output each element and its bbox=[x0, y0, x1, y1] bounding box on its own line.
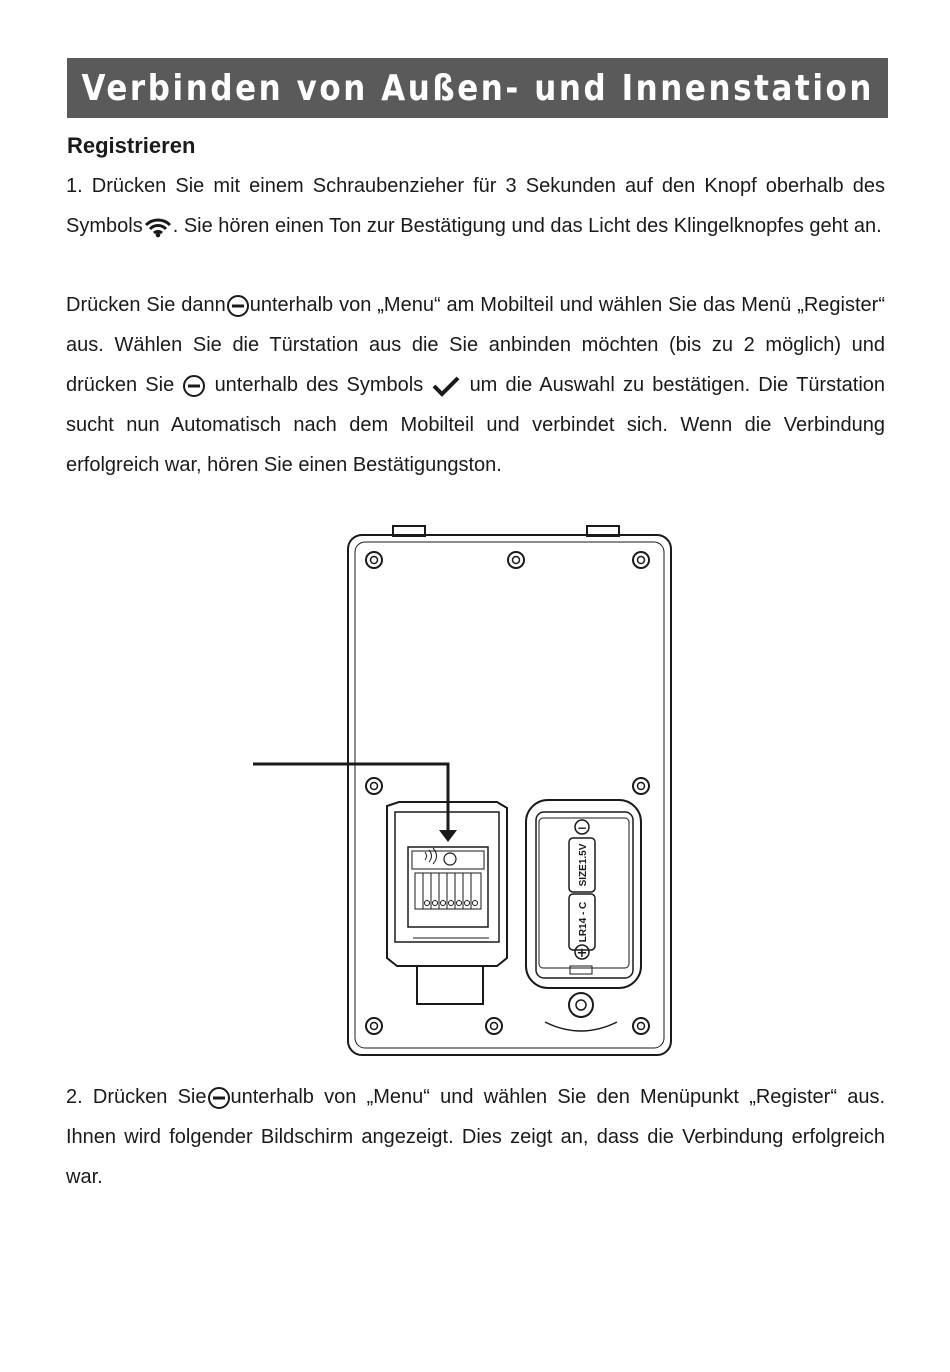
battery-plus-symbol: + bbox=[576, 946, 588, 961]
paragraph-text: Drücken Sie dann bbox=[66, 294, 226, 316]
paragraph-text: . Sie hören einen Ton zur Bestätigung und das Licht des Klingelknopfes geht an. bbox=[172, 215, 882, 237]
paragraph-step-1-continued bbox=[66, 285, 885, 485]
paragraph-text: um die Auswahl zu bestätigen. Die Türstation sucht nun Automatisch nach dem Mobilteil und verbindet sich. Wenn die Verbindung erfolgreich war, hören Sie einen Bestätigungston. bbox=[66, 374, 886, 476]
minus-circle-icon bbox=[207, 1086, 231, 1110]
minus-circle-icon bbox=[226, 294, 250, 318]
section-heading: Registrieren bbox=[67, 133, 196, 158]
paragraph-step-2 bbox=[66, 1077, 885, 1197]
page-title: Verbinden von Außen- und Innenstation bbox=[81, 67, 874, 109]
paragraph-text: 2. Drücken Sie bbox=[66, 1086, 207, 1108]
paragraph-step-1 bbox=[66, 166, 885, 246]
minus-circle-icon bbox=[182, 374, 206, 398]
battery-label-type: LR14 - C bbox=[578, 901, 589, 943]
paragraph-text: unterhalb von „Menu“ und wählen Sie den Menüpunkt „Register“ aus. Ihnen wird folgender Bildschirm angezeigt. Dies zeigt an, dass die Verbindung erfolgreich war. bbox=[66, 1086, 886, 1188]
battery-minus-symbol: − bbox=[576, 821, 588, 835]
paragraph-text: unterhalb von „Menu“ am Mobilteil und wählen Sie das Menü „Register“ aus. Wählen Sie die Türstation aus die Sie anbinden möchten (bis zu 2 möglich) und drücken Sie bbox=[66, 294, 885, 396]
checkmark-icon bbox=[431, 375, 461, 397]
battery-label-size: SIZE1.5V bbox=[578, 843, 589, 887]
paragraph-text: 1. Drücken Sie mit einem Schraubenzieher für 3 Sekunden auf den Knopf oberhalb des Symbols bbox=[66, 175, 885, 237]
title-bar bbox=[67, 58, 888, 118]
paragraph-text: unterhalb des Symbols bbox=[214, 374, 424, 396]
outdoor-station-diagram bbox=[245, 520, 685, 1060]
wireless-signal-icon bbox=[143, 216, 173, 238]
screw-icon bbox=[366, 552, 649, 1034]
